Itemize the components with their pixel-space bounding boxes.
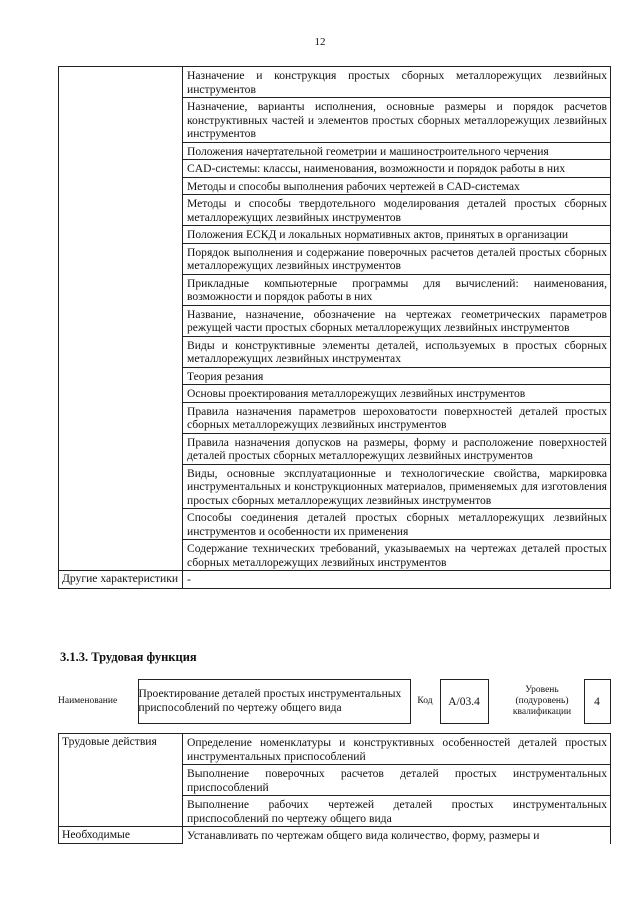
knowledge-item: Положения начертательной геометрии и машиностроительного черчения [183, 142, 611, 160]
labor-action-item: Определение номенклатуры и конструктивных особенностей деталей простых инструментальных приспособлений [183, 734, 611, 765]
code-value: A/03.4 [440, 680, 488, 724]
knowledge-item: Положения ЕСКД и локальных нормативных актов, принятых в организации [183, 226, 611, 244]
knowledge-item: Назначение, варианты исполнения, основные размеры и порядок расчетов конструктивных частей и элементов простых сборных металлорежущих лезвийных инструментов [183, 98, 611, 143]
labor-action-item: Выполнение рабочих чертежей деталей простых инструментальных приспособлений по чертежу общего вида [183, 796, 611, 827]
knowledge-item: Содержание технических требований, указываемых на чертежах деталей простых сборных металлорежущих лезвийных инструментов [183, 540, 611, 571]
knowledge-item: Основы проектирования металлорежущих лезвийных инструментов [183, 385, 611, 403]
knowledge-item: Правила назначения параметров шероховатости поверхностей деталей простых сборных металлорежущих лезвийных инструментов [183, 402, 611, 433]
knowledge-item: Виды, основные эксплуатационные и технологические свойства, маркировка инструментальных и конструкционных материалов, применяемых для изготовления простых сборных металлорежущих лезвийных инструментов [183, 464, 611, 509]
knowledge-table [58, 66, 611, 589]
qualification-level-value: 4 [584, 680, 610, 724]
knowledge-item: Методы и способы твердотельного моделирования деталей простых сборных металлорежущих лезвийных инструментов [183, 195, 611, 226]
knowledge-item: Теория резания [183, 367, 611, 385]
knowledge-item: CAD-системы: классы, наименования, возможности и порядок работы в них [183, 160, 611, 178]
required-skill-item: Устанавливать по чертежам общего вида количество, форму, размеры и [183, 827, 611, 844]
labor-actions-label: Трудовые действия [59, 734, 183, 827]
knowledge-item: Назначение и конструкция простых сборных металлорежущих лезвийных инструментов [183, 67, 611, 98]
knowledge-item: Прикладные компьютерные программы для вычислений: наименования, возможности и порядок работы в них [183, 274, 611, 305]
function-header-table [58, 679, 611, 724]
function-name-value: Проектирование деталей простых инструментальных приспособлений по чертежу общего вида [138, 680, 410, 724]
labor-action-item: Выполнение поверочных расчетов деталей простых инструментальных приспособлений [183, 765, 611, 796]
knowledge-item: Виды и конструктивные элементы деталей, используемых в простых сборных металлорежущих лезвийных инструментах [183, 336, 611, 367]
other-characteristics-value: - [183, 571, 611, 589]
other-characteristics-label: Другие характеристики [59, 571, 183, 589]
knowledge-item: Порядок выполнения и содержание поверочных расчетов деталей простых сборных металлорежущих лезвийных инструментов [183, 243, 611, 274]
function-name-label: Наименование [58, 696, 118, 706]
code-label: Код [417, 696, 433, 706]
qualification-level-label: Уровень (подуровень) квалификации [512, 685, 572, 717]
page-number: 12 [314, 36, 326, 48]
knowledge-label-cell [59, 67, 183, 571]
knowledge-item: Способы соединения деталей простых сборных металлорежущих лезвийных инструментов и особенности их применения [183, 509, 611, 540]
knowledge-item: Название, назначение, обозначение на чертежах геометрических параметров режущей части простых сборных металлорежущих лезвийных инструментов [183, 305, 611, 336]
knowledge-item: Правила назначения допусков на размеры, форму и расположение поверхностей деталей простых сборных металлорежущих лезвийных инструментов [183, 433, 611, 464]
knowledge-item: Методы и способы выполнения рабочих чертежей в CAD-системах [183, 177, 611, 195]
labor-actions-table [58, 733, 611, 844]
section-heading: 3.1.3. Трудовая функция [60, 650, 197, 664]
required-skills-label: Необходимые [59, 827, 183, 844]
